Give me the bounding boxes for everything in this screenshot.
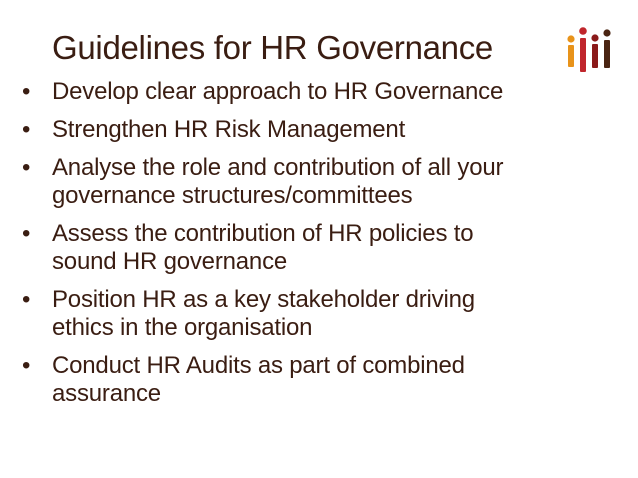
- bullet-text-continuation: governance structures/committees: [52, 182, 413, 209]
- logo-bar-dark-red: [592, 44, 598, 68]
- logo-bar-brown: [604, 40, 610, 68]
- bullet-item: [22, 352, 628, 408]
- bullet-dot: •: [22, 220, 31, 247]
- bullet-text-continuation: sound HR governance: [52, 248, 288, 275]
- bullet-item: [22, 154, 628, 210]
- bullet-item: [22, 220, 628, 276]
- bullet-text-continuation: ethics in the organisation: [52, 314, 313, 341]
- bullet-dot: •: [22, 154, 31, 181]
- logo-bar-orange: [568, 45, 574, 67]
- logo-dot-red: [579, 27, 587, 35]
- bullet-text: Strengthen HR Risk Management: [52, 116, 406, 143]
- bullet-dot: •: [22, 116, 31, 143]
- bullet-dot: •: [22, 352, 31, 379]
- bullet-item: [22, 286, 628, 342]
- bullet-list: [22, 78, 628, 418]
- bullet-text: Assess the contribution of HR policies to: [52, 220, 474, 247]
- slide-title: Guidelines for HR Governance: [52, 29, 493, 66]
- logo-dot-dark-red: [591, 34, 598, 41]
- bullet-dot: •: [22, 78, 31, 105]
- bullet-text: Develop clear approach to HR Governance: [52, 78, 504, 105]
- logo-bar-red: [580, 38, 586, 72]
- bullet-dot: •: [22, 286, 31, 313]
- bullet-item: [22, 78, 628, 106]
- bullet-text: Position HR as a key stakeholder driving: [52, 286, 475, 313]
- logo-dot-brown: [603, 29, 610, 36]
- iiii-logo-icon: [565, 22, 615, 74]
- bullet-item: [22, 116, 628, 144]
- logo-dot-orange: [567, 35, 574, 42]
- bullet-text: Conduct HR Audits as part of combined: [52, 352, 465, 379]
- bullet-text: Analyse the role and contribution of all your: [52, 154, 504, 181]
- bullet-text-continuation: assurance: [52, 380, 161, 407]
